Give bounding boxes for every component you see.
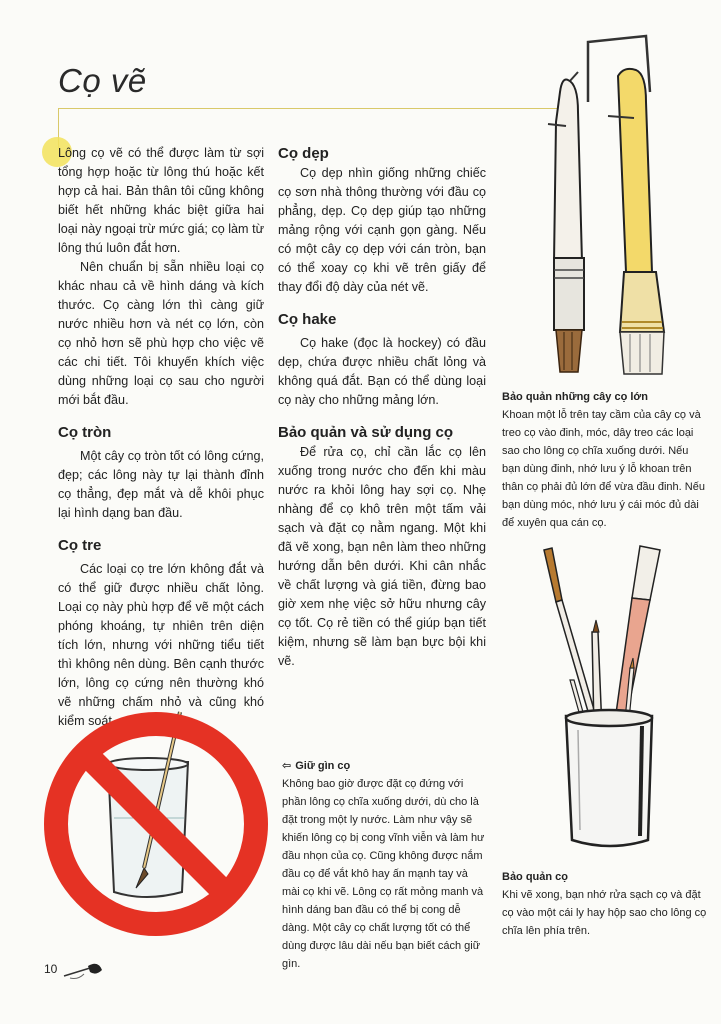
care-use-heading: Bảo quản và sử dụng cọ bbox=[278, 424, 454, 441]
hake-brush-heading: Cọ hake bbox=[278, 311, 337, 328]
title-rule bbox=[58, 108, 568, 109]
flat-brush-text: Cọ dẹp nhìn giống những chiếc cọ sơn nhà thông thường với đầu cọ phẳng, dẹp. Cọ dẹp giúp tạo những mảng rộng với cạnh gọn gàng. Nếu có một cây cọ dẹp với cán tròn, bạn có thể xoay cọ khi vẽ trên giấy để thay đổi độ dày của nét vẽ. bbox=[278, 166, 486, 294]
caption-brush-care-heading bbox=[282, 757, 488, 775]
flat-brush-heading: Cọ dẹp bbox=[278, 145, 329, 162]
caption-large-brushes bbox=[502, 388, 708, 532]
hanging-brushes-illustration bbox=[538, 32, 688, 382]
page-title: Cọ vẽ bbox=[58, 62, 147, 99]
caption-storing-brushes-text: Khi vẽ xong, bạn nhớ rửa sạch cọ và đặt cọ vào một cái ly hay hộp sao cho lông cọ chĩa lên phía trên. bbox=[502, 889, 707, 937]
page-number: 10 bbox=[44, 962, 58, 976]
care-use-text: Để rửa cọ, chỉ cần lắc cọ lên xuống trong nước cho đến khi màu nước ra khỏi lông hay sợi cọ. Nhẹ nhàng để cọ khô trên một tấm vải sạch và đặt cọ nằm ngang. Một khi đã vẽ xong, bạn nên làm theo những hướng dẫn bên dưới. Khi cân nhắc về chất lượng và giá tiền, đừng bao giờ xem nhẹ việc sở hữu nhưng cây cọ tốt. Cọ rẻ tiền có thể giúp bạn tiết kiệm, nhưng sẽ làm bạn bực bội khi vẽ. bbox=[278, 445, 486, 668]
text-column-middle bbox=[278, 144, 486, 671]
caption-large-brushes-heading: Bảo quản những cây cọ lớn bbox=[502, 391, 648, 403]
no-brush-in-glass-illustration bbox=[40, 708, 272, 940]
paintbrush-icon bbox=[60, 958, 104, 982]
caption-storing-brushes bbox=[502, 868, 710, 940]
arrow-left-icon: ⇦ bbox=[282, 760, 292, 772]
round-brush-text: Một cây cọ tròn tốt có lông cứng, đẹp; các lông này tự lại thành đỉnh cọ thẳng, đẹp mắt và dễ khôi phục lại hình dạng ban đầu. bbox=[58, 449, 264, 520]
bamboo-brush-heading: Cọ tre bbox=[58, 537, 102, 554]
bamboo-brush-text: Các loại cọ tre lớn không đắt và có thể giữ được nhiều chất lỏng. Loại cọ này phù hợp để vẽ một cách phóng khoáng, tự nhiên trên diện tích lớn, nhưng với những tiểu tiết thì không nên dùng. Bên cạnh thước lớn, lông cọ cứng nên thường khó vẽ những chấm nhỏ và cũng khó kiểm soát. bbox=[58, 562, 264, 728]
hake-brush-text: Cọ hake (đọc là hockey) có đầu dẹp, chứa được nhiều chất lỏng và không quá đắt. Bạn có thể dùng loại cọ này cho những mảng lớn. bbox=[278, 336, 486, 407]
brushes-in-cup-illustration bbox=[530, 540, 680, 860]
caption-storing-brushes-heading: Bảo quản cọ bbox=[502, 871, 569, 883]
intro-paragraph-2: Nên chuẩn bị sẵn nhiều loại cọ khác nhau cả về hình dáng và kích thước. Cọ càng lớn thì càng giữ nước nhiều hơn và nét cọ lớn, còn cọ nhỏ hơn sẽ phù hợp cho việc vẽ các chi tiết. Tôi khuyến khích việc dùng những loại cọ sau cho người mới bắt đầu. bbox=[58, 260, 264, 407]
caption-large-brushes-text: Khoan một lỗ trên tay cầm của cây cọ và treo cọ vào đinh, móc, dây treo các loại sao cho lông cọ chĩa xuống dưới. Nếu bạn dùng đinh, nhớ lưu ý lỗ khoan trên thân cọ phải đủ lớn để vừa đầu đinh. Nếu bạn dùng móc, nhớ lưu ý cái móc đủ dài để xuyên qua cán cọ. bbox=[502, 409, 705, 529]
text-column-left bbox=[58, 144, 264, 731]
caption-brush-care-text: Không bao giờ được đặt cọ đứng với phần lông cọ chĩa xuống dưới, dù cho là đặt trong một ly nước. Làm như vậy sẽ khiến lông cọ bị cong vĩnh viễn và làm hư đầu nhọn của cọ. Cũng không được nắm đầu cọ để vắt khô hay ấn mạnh tay và mài cọ khi vẽ. Lông cọ rất mỏng manh và hình dáng ban đầu có thể bị cong dễ dàng. Một cây cọ chất lượng tốt có thể dùng được lâu dài nếu bạn biết cách giữ gìn. bbox=[282, 778, 485, 970]
intro-paragraph-1: Lông cọ vẽ có thể được làm từ sợi tổng hợp hoặc từ lông thú hoặc kết hợp cả hai. Bản thân tôi cũng không biết hết những khác biệt giữa hai loại này ngoại trừ mức giá; cọ làm từ lông thú luôn đắt hơn. bbox=[58, 146, 264, 255]
caption-brush-care-heading-text: Giữ gìn cọ bbox=[295, 760, 351, 772]
caption-brush-care bbox=[282, 757, 488, 973]
round-brush-heading: Cọ tròn bbox=[58, 424, 112, 441]
